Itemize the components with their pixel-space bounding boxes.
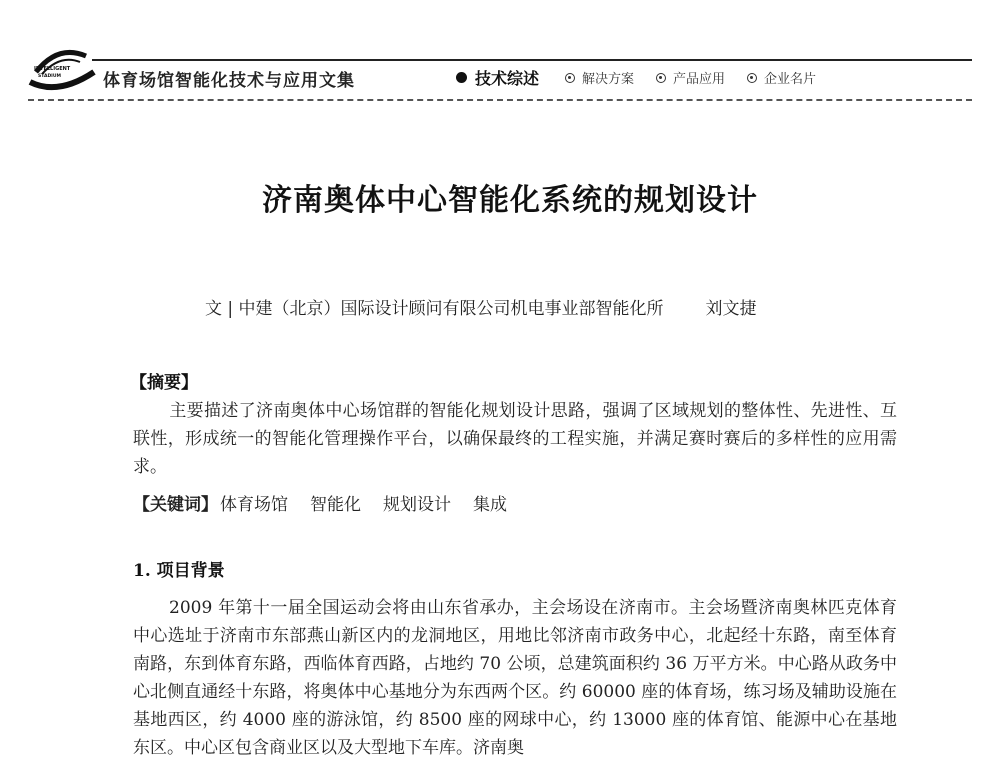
nav-item-company-cards[interactable] [747,68,816,87]
section-nav [456,66,838,89]
nav-item-label: 企业名片 [764,72,817,87]
keywords-line [133,490,529,515]
ring-bullet-icon [747,73,757,83]
section-body [133,594,897,762]
author-line [205,294,757,319]
stadium-logo-icon [28,42,98,100]
nav-item-product-apps[interactable] [656,68,725,87]
author-name: 刘文捷 [705,299,757,319]
filled-bullet-icon [456,72,467,83]
keyword: 规划设计 [383,495,451,515]
nav-item-solutions[interactable] [565,68,634,87]
header-top-rule [92,59,972,61]
keyword: 集成 [473,495,507,515]
header-dashed-rule [28,99,972,101]
ring-bullet-icon [656,73,666,83]
page-header [0,0,1000,110]
keyword: 体育场馆 [220,495,288,515]
svg-text:INTELLIGENT: INTELLIGENT [34,66,71,72]
author-org: 文 | 中建（北京）国际设计顾问有限公司机电事业部智能化所 [205,299,664,319]
ring-bullet-icon [565,73,575,83]
section-heading: 1. 项目背景 [133,561,225,581]
nav-item-label: 技术综述 [475,69,540,88]
article-title: 济南奥体中心智能化系统的规划设计 [262,183,758,218]
journal-title: 体育场馆智能化技术与应用文集 [103,71,355,91]
keywords-label: 【关键词】 [133,495,218,515]
abstract-body: 主要描述了济南奥体中心场馆群的智能化规划设计思路，强调了区域规划的整体性、先进性、互联性，形成统一的智能化管理操作平台，以确保最终的工程实施，并满足赛时赛后的多样性的应用需求。 [133,401,897,477]
section-body-text: 2009 年第十一届全国运动会将由山东省承办，主会场设在济南市。主会场暨济南奥林匹克体育中心选址于济南市东部燕山新区内的龙洞地区，用地比邻济南市政务中心，北起经十东路，南至体育南路，东到体育东路，西临体育西路，占地约 70 公顷，总建筑面积约 36 万平方米。中心路从政务中心北侧直通经十东路，将奥体中心基地分为东西两个区。约 60000 座的体育场，练习场及辅助设施在基地西区，约 4000 座的游泳馆，约 8500 座的网球中心，约 13000 座的体育馆、能源中心在基地东区。中心区包含商业区以及大型地下车库。济南奥 [133,598,897,758]
svg-text:STADIUM: STADIUM [38,74,61,79]
nav-item-label: 产品应用 [673,72,726,87]
abstract-text [133,397,897,481]
abstract-label: 【摘要】 [130,373,198,393]
nav-item-label: 解决方案 [582,72,635,87]
nav-item-tech-overview[interactable] [456,66,539,89]
keyword: 智能化 [310,495,361,515]
